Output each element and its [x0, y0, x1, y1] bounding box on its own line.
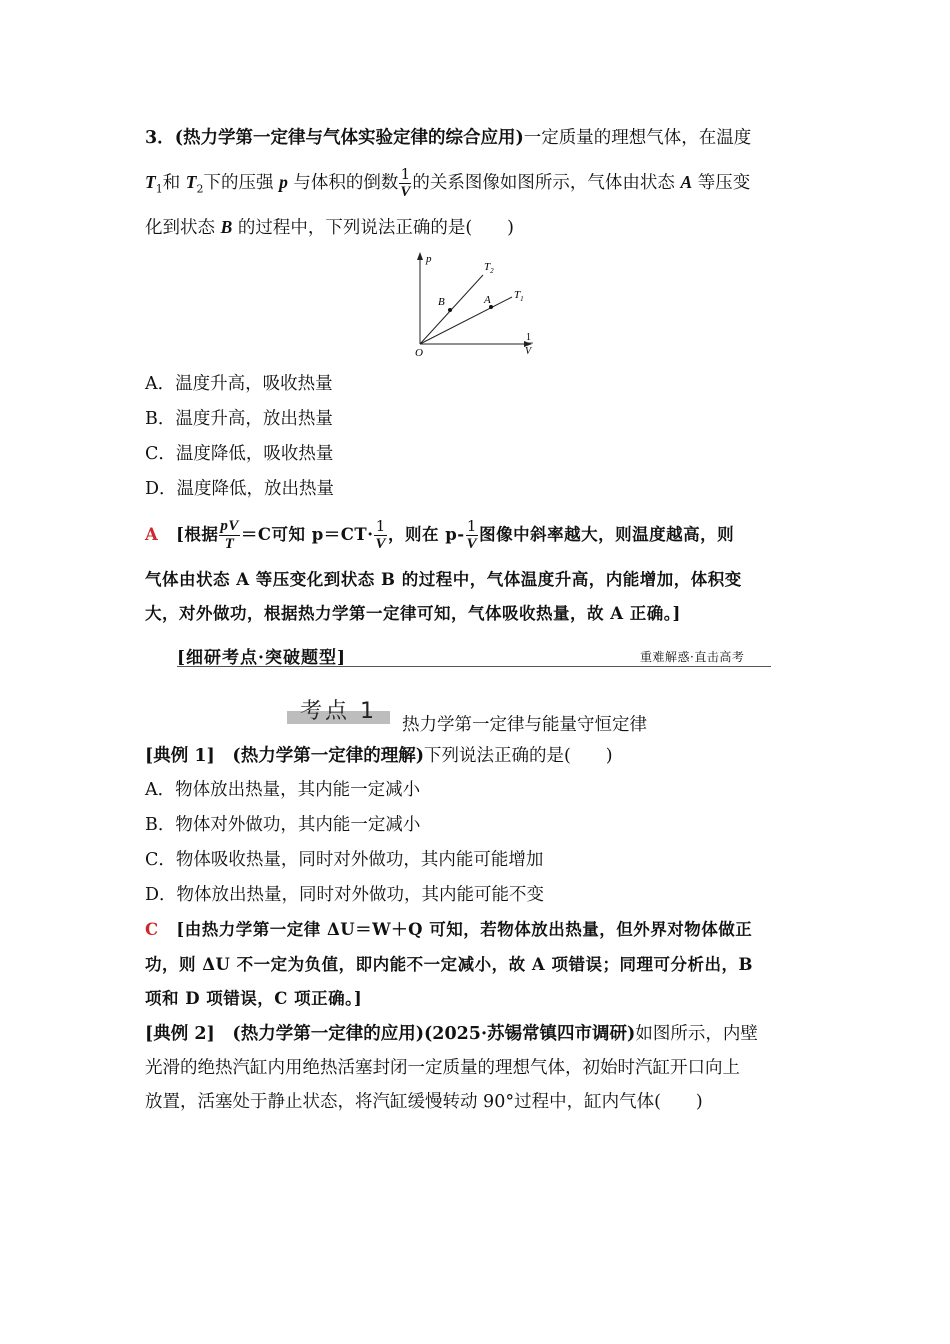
q3-topic: (热力学第一定律与气体实验定律的综合应用)	[174, 128, 524, 148]
q3-answer-frac-1: $\frac{pV}{T}$	[220, 518, 239, 552]
q3-answer-line-2: 气体由状态 A 等压变化到状态 B 的过程中，气体温度升高，内能增加，体积变	[145, 570, 742, 589]
q3-answer-l1-c: ，则在 p-	[387, 525, 465, 544]
q3-p: p	[279, 172, 288, 192]
q3-t1-sub: 1	[155, 182, 163, 196]
ex2-tag: [典例 2]	[145, 1024, 215, 1044]
ex1-answer-letter: C	[145, 920, 159, 939]
q3-fraction	[399, 166, 411, 201]
graph-origin-label: O	[415, 347, 423, 359]
graph-a-label: A	[484, 294, 491, 306]
graph-t2-label: $T_2$	[484, 261, 494, 275]
q3-option-a: A．温度升高，吸收热量	[145, 374, 333, 394]
ex2-line-3: 放置，活塞处于静止状态，将汽缸缓慢转动 90°过程中，缸内气体( )	[145, 1092, 703, 1112]
q3-stem-6: 化到状态	[145, 218, 215, 238]
q3-and: 和	[162, 173, 181, 193]
ex1-stem	[145, 746, 810, 766]
ex2-topic: (热力学第一定律的应用)(2025·苏锡常镇四市调研)	[232, 1024, 636, 1044]
q3-stem-2: 下的压强	[203, 173, 274, 193]
ex1-answer-l1: [由热力学第一定律 ΔU＝W＋Q 可知，若物体放出热量，但外界对物体做正	[176, 920, 753, 939]
kaodian-title: 热力学第一定律与能量守恒定律	[402, 715, 647, 735]
graph-x-num: 1	[526, 332, 531, 343]
q3-line-3	[145, 217, 810, 238]
q3-t1: T	[145, 172, 156, 192]
ex1-answer-line-2: 功，则 ΔU 不一定为负值，即内能不一定减小，故 A 项错误；同理可分析出，B	[145, 955, 753, 974]
q3-option-c: C．温度降低，吸收热量	[145, 444, 334, 464]
q3-answer-line-1	[145, 513, 810, 557]
q3-frac-den: V	[400, 184, 411, 200]
q3-state-a: A	[680, 172, 693, 192]
pv-graph	[400, 248, 550, 363]
graph-b-label: B	[438, 296, 445, 308]
ex2-line-2: 光滑的绝热汽缸内用绝热活塞封闭一定质量的理想气体，初始时汽缸开口向上	[145, 1058, 740, 1078]
graph-t1-label: $T_1$	[514, 289, 524, 303]
ex1-option-c: C．物体吸收热量，同时对外做功，其内能可能增加	[145, 850, 544, 870]
q3-answer-l1-b: ＝C可知 p＝CT·	[240, 525, 374, 544]
ex1-stem-text: 下列说法正确的是( )	[423, 746, 613, 766]
q3-t2-sub: 2	[196, 182, 204, 196]
q3-number: 3．	[145, 128, 175, 148]
q3-stem-5: 等压变	[697, 173, 751, 193]
section-header-title: [细研考点·突破题型]	[177, 648, 347, 668]
q3-answer-line-3: 大，对外做功，根据热力学第一定律可知，气体吸收热量，故 A 正确。]	[145, 604, 681, 623]
p-axis-arrow	[417, 252, 423, 260]
q3-option-d: D．温度降低，放出热量	[145, 479, 335, 499]
ex1-option-d: D．物体放出热量，同时对外做功，其内能可能不变	[145, 885, 545, 905]
q3-stem-3: 与体积的倒数	[293, 173, 399, 193]
point-b	[448, 308, 452, 312]
ex2-line-1	[145, 1024, 810, 1044]
t1-line	[420, 297, 512, 344]
ex1-option-b: B．物体对外做功，其内能一定减小	[145, 815, 421, 835]
q3-frac-num: 1	[400, 165, 411, 183]
ex1-answer-line-1	[145, 920, 810, 940]
ex1-answer-line-3: 项和 D 项错误，C 项正确。]	[145, 989, 363, 1008]
q3-state-b: B	[220, 217, 233, 237]
ex1-tag: [典例 1]	[145, 746, 215, 766]
ex1-option-a: A．物体放出热量，其内能一定减小	[145, 780, 421, 800]
section-header-subtitle: 重难解惑·直击高考	[640, 650, 745, 664]
q3-line-1	[145, 128, 810, 148]
q3-stem-7: 的过程中，下列说法正确的是( )	[237, 218, 514, 238]
q3-line-2	[145, 166, 810, 198]
q3-stem-4: 的关系图像如图所示，气体由状态	[412, 173, 675, 193]
q3-option-b: B．温度升高，放出热量	[145, 409, 333, 429]
q3-t2: T	[185, 172, 197, 192]
q3-answer-letter: A	[145, 525, 159, 544]
kaodian-badge: 考点 1	[300, 699, 377, 724]
graph-p-label: p	[426, 253, 432, 265]
graph-x-den: V	[525, 346, 532, 357]
q3-answer-l1-d: 图像中斜率越大，则温度越高，则	[479, 525, 735, 544]
q3-stem-1: 一定质量的理想气体，在温度	[523, 128, 752, 148]
q3-answer-l1-a: [根据	[176, 525, 219, 544]
q3-answer-frac-3: $\frac{1}{V}$	[466, 517, 478, 552]
ex1-topic: (热力学第一定律的理解)	[232, 746, 424, 766]
q3-answer-frac-2: $\frac{1}{V}$	[375, 517, 386, 552]
ex2-l1: 如图所示，内壁	[635, 1024, 758, 1044]
